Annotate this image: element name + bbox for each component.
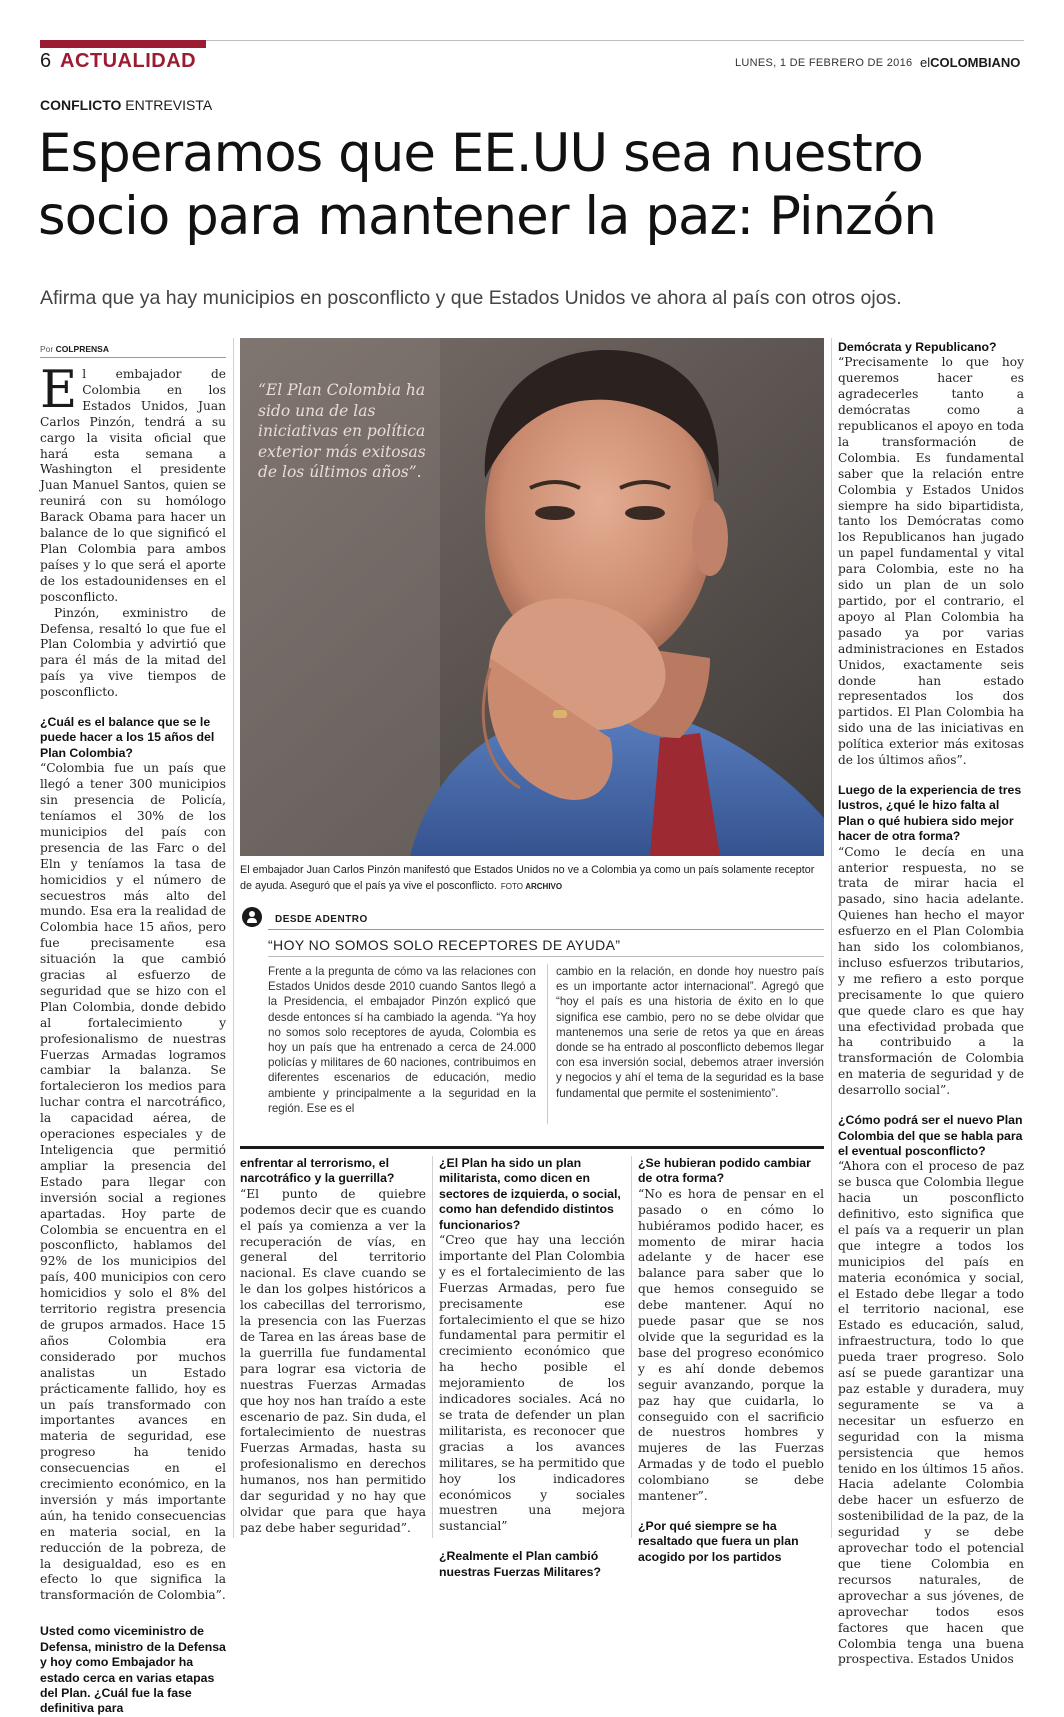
question-heading: enfrentar al terrorismo, el narcotráfico y la guerrilla?: [240, 1156, 395, 1186]
answer-paragraph: “No es hora de pensar en el pasado o en cómo lo hubiéramos podido hacer, es momento de mirar hacia adelante y de hacer ese balance para saber que lo que hemos conseguido se debe mantener. Aquí no puede pasar que se nos olvide que la seguridad es la base del progreso económico y es ahí donde debemos seguir avanzando, porque la paz hay que cuidarla, lo conseguido con el sacrificio de nuestros hombres y mujeres de las Fuerzas Armadas y de todo el pueblo colombiano se debe mantener”.: [638, 1186, 824, 1504]
box-text-right: cambio en la relación, en donde hoy nuestro país es un importante actor internacional”. Agregó que “hoy el país es una historia de éxito en lo que significa ese cambio, pero no se debe olvidar que mantenemos una serie de retos ya que en áreas donde se ha entrado al posconflicto debemos llegar con esa inversión social, debemos atraer inversión y negocios y ahí el tema de la seguridad es la base fundamental que permite el sostenimiento”.: [556, 965, 824, 1100]
column-4: [638, 1156, 824, 1565]
column-2: [240, 1156, 426, 1537]
box-column-separator: [547, 964, 548, 1124]
article-deck: Afirma que ya hay municipios en posconflicto y que Estados Unidos ve ahora al país con otros ojos.: [40, 287, 902, 309]
box-rule: [268, 956, 824, 957]
question-heading: Usted como viceministro de Defensa, ministro de la Defensa y hoy como Embajador ha estado cerca en varias etapas del Plan. ¿Cuál fue la fase definitiva para: [40, 1624, 226, 1716]
box-rule: [268, 929, 824, 930]
byline-author: COLPRENSA: [55, 344, 109, 354]
photo-credit-value: ARCHIVO: [525, 882, 563, 891]
page-number: 6: [40, 50, 52, 72]
intro-text: l embajador de Colombia en los Estados Unidos, Juan Carlos Pinzón, tendrá a su cargo la visita oficial que hará esta semana a Washington el presidente Juan Manuel Santos, quien se reunirá con su homólogo Barack Obama para hacer un balance de lo que significó el Plan Colombia para ambos países y lo que será el aporte de los estadounidenses en el posconflicto.: [40, 367, 226, 604]
dropcap: E: [40, 361, 78, 420]
caption-text: El embajador Juan Carlos Pinzón manifestó que Estados Unidos no ve a Colombia ya como un país solamente receptor de ayuda. Aseguró que el país ya vive el posconflicto.: [240, 864, 815, 892]
question-heading: ¿Realmente el Plan cambió nuestras Fuerzas Militares?: [439, 1549, 601, 1579]
column-separator: [233, 338, 234, 1538]
photo-caption: [240, 862, 824, 895]
question-heading: Luego de la experiencia de tres lustros, ¿qué le hizo falta al Plan o qué hubiera sido mejor hacer de otra forma?: [838, 782, 1022, 844]
newspaper-logo-name: COLOMBIANO: [930, 55, 1021, 70]
paragraph: Pinzón, exministro de Defensa, resaltó lo que fue el Plan Colombia y advirtió que para él más de la mitad del país ya vive tiempos de posconflicto.: [40, 605, 226, 700]
question-heading: ¿El Plan ha sido un plan militarista, como dicen en sectores de izquierda, o social, como han defendido distintos funcionarios?: [439, 1156, 621, 1232]
section-name: ACTUALIDAD: [60, 50, 197, 72]
answer-paragraph: “Precisamente lo que hoy queremos hacer es agradecerles tanto a demócratas como a republicanos el apoyo en toda la transformación de Colombia. Es fundamental saber que la relación entre Colombia y Estados Unidos siempre ha sido bipartidista, tanto los Demócratas como los Republicanos han jugado un papel fundamental y vital para Colombia, este no ha sido un plan de un solo partido, por el contrario, el apoyo al Plan Colombia ha pasado ya por varias administraciones en Estados Unidos, exactamente seis donde han estado representados los dos partidos. El Plan Colombia ha sido una de las iniciativas en política exterior más exitosas de los últimos años”.: [838, 355, 1024, 768]
column-separator: [831, 338, 832, 1538]
box-label: DESDE ADENTRO: [275, 914, 368, 925]
intro-paragraph: [40, 361, 226, 606]
person-icon: [242, 907, 262, 927]
kicker-type: ENTREVISTA: [125, 97, 213, 113]
article-photo: [240, 338, 824, 856]
column-3: [439, 1156, 625, 1580]
section-accent-bar: [40, 40, 206, 48]
box-title: “HOY NO SOMOS SOLO RECEPTORES DE AYUDA”: [268, 937, 621, 953]
issue-date: LUNES, 1 DE FEBRERO DE 2016: [735, 57, 913, 69]
column-5: [838, 340, 1024, 1668]
question-heading: ¿Cómo podrá ser el nuevo Plan Colombia del que se habla para el eventual posconflicto?: [838, 1113, 1023, 1158]
headline-line-1: Esperamos que EE.UU sea nuestro: [38, 123, 923, 184]
photo-credit-label: FOTO: [500, 882, 523, 891]
photo-credit: [501, 882, 562, 891]
answer-paragraph: “El punto de quiebre podemos decir que es cuando el país ya comienza a ver la recuperación de vías, en general del territorio nacional. Es clave cuando se le dan los golpes históricos a los cabecillas del terrorismo, la presencia con las Fuerzas de Tarea en las áreas base de la guerrilla fue fundamental para lograr esa victoria de nuestras Fuerzas Armadas que hoy nos han traído a este escenario de paz. Sin duda, el fortalecimiento de nuestras Fuerzas Armadas, hasta su profesionalismo en derechos humanos, nos han permitido dar seguridad y no hay que olvidar que para que haya paz debe haber seguridad”.: [240, 1186, 426, 1535]
byline: [40, 344, 109, 354]
answer-paragraph: “Colombia fue un país que llegó a tener 300 municipios sin presencia de Policía, teníamos el 30% de los municipios del país con presencia de las Farc o del Eln y teníamos la tasa de homicidios y el número de secuestros más alto del mundo. Esa era la realidad de Colombia hace 15 años, pero fue precisamente esa situación la que cambió gracias al esfuerzo de seguridad que se hizo con el Plan Colombia, donde debido al fortalecimiento y profesionalismo de nuestras Fuerzas Armadas logramos cambiar la balanza. Se fortalecieron los medios para luchar contra el narcotráfico, la capacidad aérea, de operaciones especiales y de Inteligencia que permitió ampliar la presencia del Estado para llegar con inversión social a regiones apartadas. Hoy parte de Colombia se encuentra en el posconflicto, hablamos del 92% de los municipios del país, 400 municipios con cero homicidios y solo el 8% del territorio registra presencia de grupos armados. Hace 15 años Colombia era considerado por muchos analistas un Estado prácticamente fallido, hoy es un país transformado con importantes avances en materia de seguridad, ese progreso ha tenido consecuencias en el crecimiento económico, en la inversión y más importante aún, ha tenido consecuencias en materia social, en la reducción de la pobreza, de la desigualdad, eso es en efecto lo que significa la transformación de Colombia”.: [40, 761, 226, 1603]
column-separator: [432, 1156, 433, 1538]
question-heading: ¿Por qué siempre se ha resaltado que fuera un plan acogido por los partidos: [638, 1518, 799, 1564]
column-1: [40, 361, 226, 1717]
headline-line-2: socio para mantener la paz: Pinzón: [38, 186, 936, 247]
column-separator: [631, 1156, 632, 1538]
question-heading: Demócrata y Republicano?: [838, 340, 997, 354]
article-kicker: [40, 97, 212, 113]
answer-paragraph: “Ahora con el proceso de paz se busca que Colombia llegue hacia un posconflicto definitivo, esto significa que el país va a requerir un plan que integre a todos los municipios del país en materia económica y social, el Estado debe llegar a todo el territorio nacional, ese Estado es educación, salud, infraestructura, todo lo que pueda traer progreso. Solo así se puede garantizar una paz estable y duradera, muy seguramente se va a necesitar un esfuerzo en seguridad con la misma persistencia que hemos tenido en los últimos 15 años. Hacia adelante Colombia debe hacer un esfuerzo de sostenibilidad de la paz, de la seguridad y se debe aprovechar todo el potencial que tiene Colombia en recursos naturales, de aprovechar a sus jóvenes, de aprovechar todos esos factores que hacen que Colombia tenga una buena prospectiva. Estados Unidos: [838, 1159, 1024, 1667]
article-headline: [38, 122, 1038, 248]
kicker-topic: CONFLICTO: [40, 97, 122, 113]
newspaper-logo: [920, 55, 1020, 70]
box-text-left: Frente a la pregunta de cómo va las relaciones con Estados Unidos desde 2010 cuando Santos llegó a la Presidencia, el embajador Pinzón explicó que desde entonces sí ha cambiado la agenda. “Ya hoy no somos solo receptores de ayuda, Colombia es hoy un país que ha entrenado a cerca de 24.000 policías y militares de 60 naciones, contribuimos en diferentes escenarios de educación, medio ambiente y principalmente a la seguridad en la región. Ese es el: [268, 965, 536, 1115]
question-heading: ¿Cuál es el balance que se le puede hacer a los 15 años del Plan Colombia?: [40, 715, 215, 760]
answer-paragraph: “Creo que hay una lección importante del Plan Colombia y es el fortalecimiento de las Fuerzas Armadas, pero fue precisamente ese fortalecimiento el que se hizo fundamental para permitir el crecimiento económico que ha hecho posible el mejoramiento de los indicadores sociales. Acá no se trata de defender un plan militarista, es reconocer que gracias a los avances militares, se ha permitido que hoy los indicadores económicos y sociales muestren una mejora sustancial”: [439, 1233, 625, 1534]
byline-prefix: Por: [40, 344, 54, 354]
question-heading: ¿Se hubieran podido cambiar de otra forma?: [638, 1156, 811, 1186]
box-bottom-rule: [240, 1146, 824, 1149]
photo-pullquote: “El Plan Colombia ha sido una de las iniciativas en política exterior más exitosas de los últimos años”.: [258, 381, 426, 481]
newspaper-logo-prefix: el: [920, 55, 931, 70]
byline-rule: [40, 357, 226, 358]
answer-paragraph: “Como le decía en una anterior respuesta, no se trata de mirar hacia el pasado, sino hacia adelante. Quienes han hecho el mayor esfuerzo en el Plan Colombia han sido los colombianos, incluso esfuerzos tributarios, y me refiero a esto porque precisamente lo que quiero que quede claro es que hay una efectividad probada que ha contribuido a la transformación de Colombia en materia de seguridad y de desarrollo social”.: [838, 844, 1024, 1098]
